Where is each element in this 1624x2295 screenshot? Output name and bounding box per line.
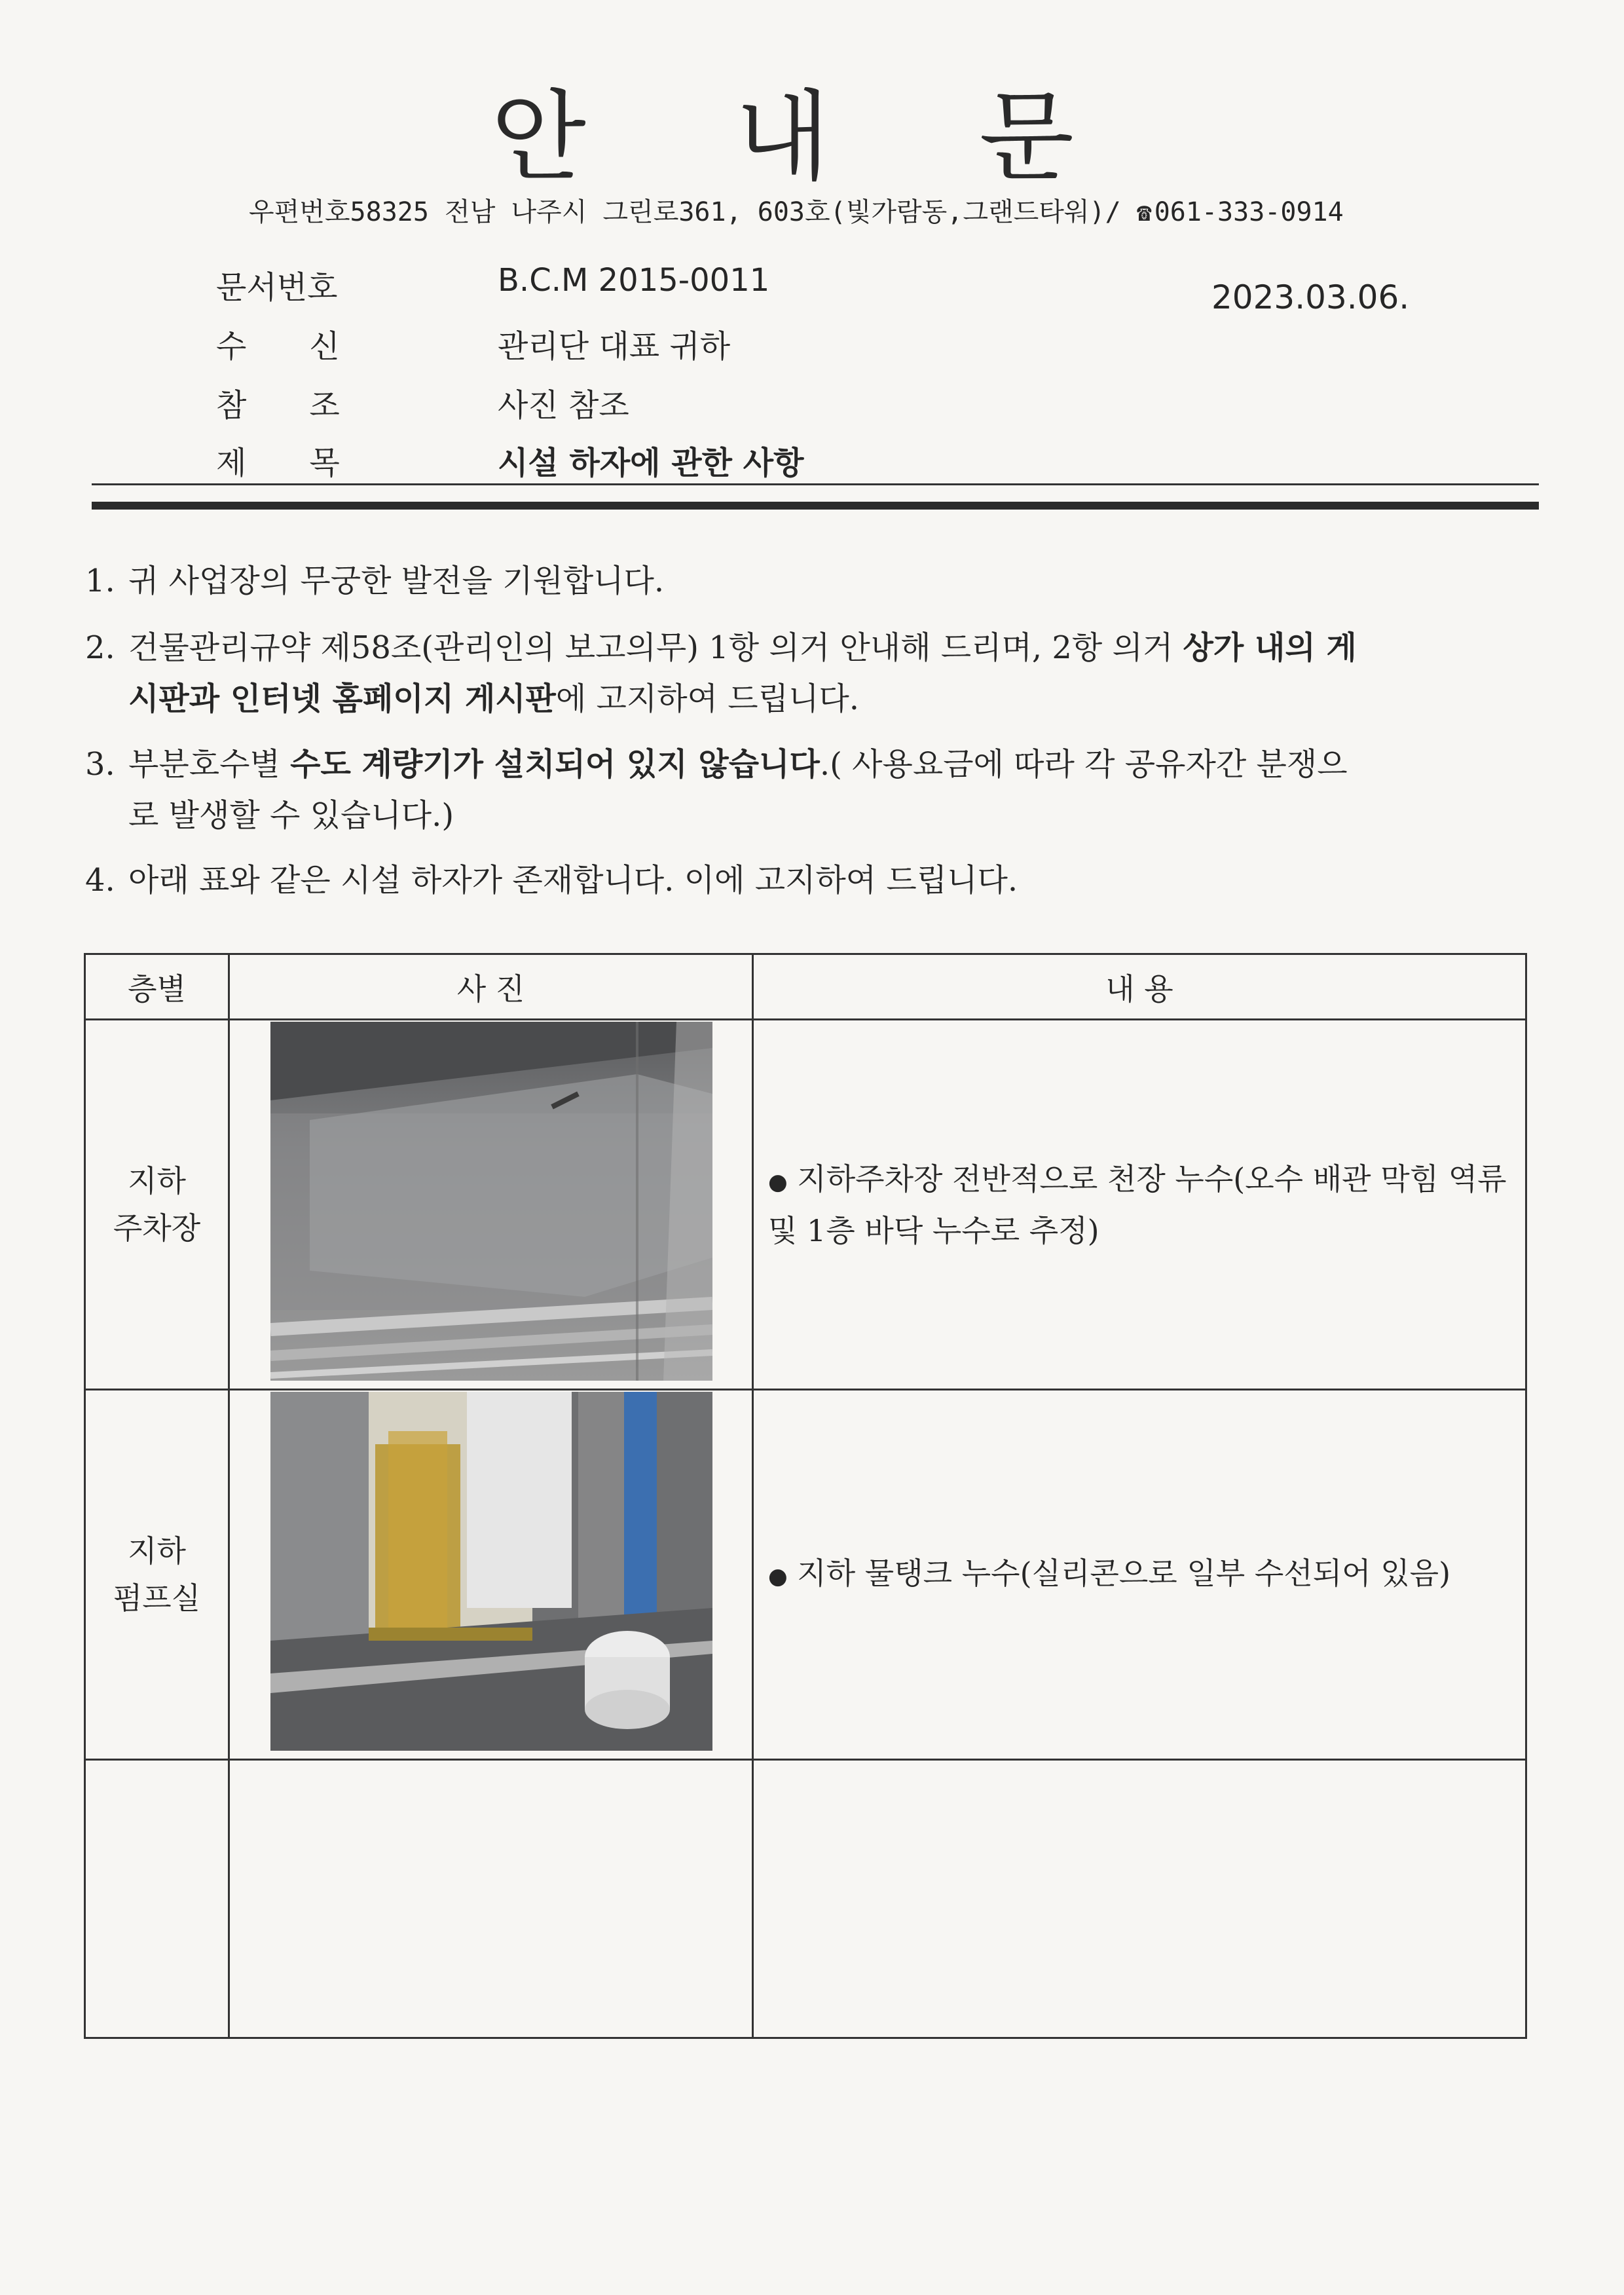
paragraph-number: 1. (85, 563, 115, 599)
content-cell (753, 1390, 1526, 1760)
paragraph-1 (85, 555, 1539, 606)
phone-icon: ☎ (1136, 198, 1152, 227)
photo-cell (229, 1020, 753, 1390)
paragraph-emphasis: 시판과 인터넷 홈페이지 게시판 (128, 681, 556, 717)
header-photo: 사 진 (229, 954, 753, 1020)
floor-line: 주차장 (113, 1210, 201, 1246)
content-cell (753, 1760, 1526, 2038)
paragraph-text: 귀 사업장의 무궁한 발전을 기원합니다. (128, 563, 665, 599)
paragraph-number: 2. (85, 629, 115, 666)
content-text: 지하주차장 전반적으로 천장 누수(오수 배관 막힘 역류 및 1층 바닥 누수로 추정) (768, 1161, 1507, 1248)
paragraph-3 (85, 739, 1539, 841)
paragraph-2 (85, 622, 1539, 724)
paragraph-4 (85, 855, 1539, 906)
bullet-icon: ● (768, 1168, 788, 1195)
parking-ceiling-photo (270, 1022, 712, 1381)
table-row (85, 1390, 1526, 1760)
pump-room-tank-photo (270, 1392, 712, 1751)
paragraph-emphasis: 수도 계량기가 설치되어 있지 않습니다 (290, 746, 820, 783)
content-cell (753, 1020, 1526, 1390)
paragraph-text: 로 발생할 수 있습니다.) (128, 797, 454, 834)
paragraph-text: 에 고지하여 드립니다. (555, 681, 860, 717)
paragraph-emphasis: 상가 내의 게 (1183, 629, 1357, 666)
paragraph-text: 부분호수별 (128, 746, 291, 783)
photo-cell (229, 1760, 753, 2038)
recipient-value: 관리단 대표 귀하 (498, 328, 731, 365)
doc-number-value: B.C.M 2015-0011 (498, 262, 770, 299)
paragraph-text: 건물관리규약 제58조(관리인의 보고의무) 1항 의거 안내해 드리며, 2항 의거 (128, 629, 1183, 666)
address-text: 우편번호58325 전남 나주시 그린로361, 603호(빛가람동,그랜드타워)/ (249, 197, 1137, 227)
header-divider-thick (92, 502, 1539, 510)
floor-line: 지하 (128, 1533, 186, 1569)
floor-cell (85, 1760, 229, 2038)
header-divider-thin (92, 483, 1539, 485)
subject-value: 시설 하자에 관한 사항 (498, 445, 804, 481)
header-content: 내 용 (753, 954, 1526, 1020)
floor-cell (85, 1020, 229, 1390)
floor-cell (85, 1390, 229, 1760)
document-date: 2023.03.06. (1211, 278, 1410, 316)
paragraph-number: 4. (85, 862, 115, 899)
defects-table (84, 953, 1527, 2039)
floor-line: 지하 (128, 1163, 186, 1199)
paragraph-text: .( 사용요금에 따라 각 공유자간 분쟁으 (819, 746, 1348, 783)
phone-number: 061-333-0914 (1154, 197, 1344, 227)
reference-label: 참 조 (216, 387, 340, 424)
paragraph-number: 3. (85, 746, 115, 783)
recipient-label: 수 신 (216, 328, 340, 365)
table-header-row (85, 954, 1526, 1020)
document-title: 안 내 문 (490, 81, 1134, 195)
doc-number-label: 문서번호 (216, 269, 338, 306)
header-floor: 층별 (85, 954, 229, 1020)
table-row-empty (85, 1760, 1526, 2038)
photo-cell (229, 1390, 753, 1760)
table-row (85, 1020, 1526, 1390)
content-text: 지하 물탱크 누수(실리콘으로 일부 수선되어 있음) (787, 1555, 1451, 1591)
floor-line: 펌프실 (113, 1580, 201, 1616)
subject-label: 제 목 (216, 445, 340, 481)
reference-value: 사진 참조 (498, 387, 629, 424)
address-line (249, 191, 1428, 229)
paragraph-text: 아래 표와 같은 시설 하자가 존재합니다. 이에 고지하여 드립니다. (128, 862, 1018, 899)
bullet-icon: ● (768, 1563, 788, 1590)
